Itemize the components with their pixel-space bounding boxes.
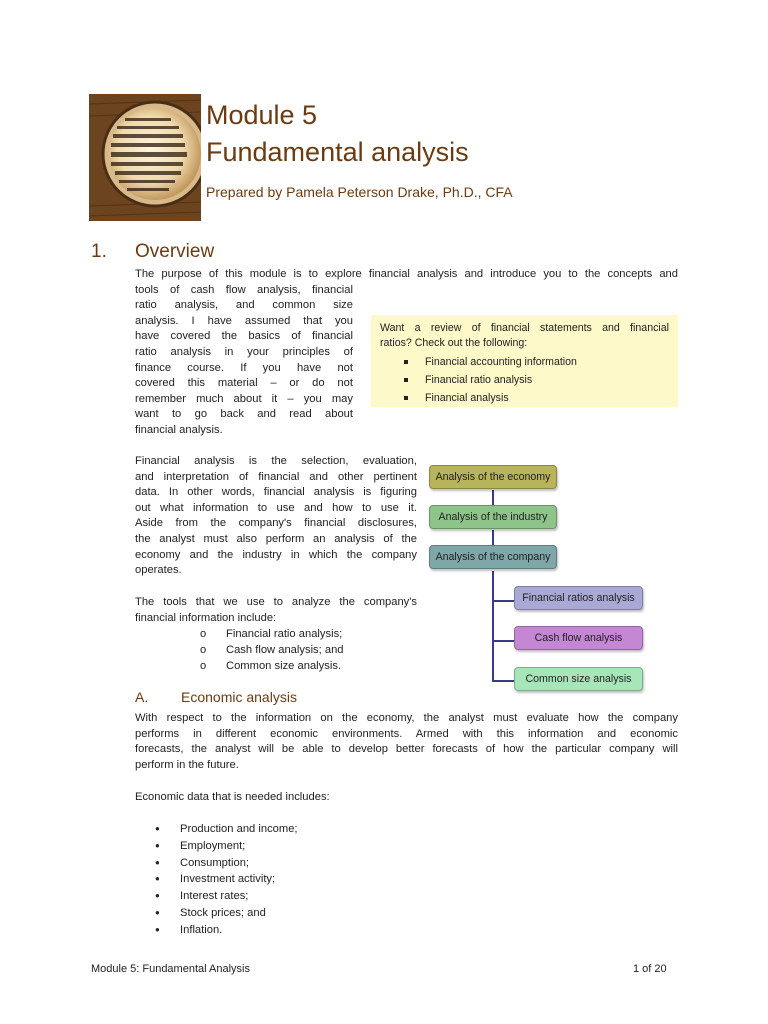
list-item-label: Investment activity; <box>180 873 276 886</box>
list-item <box>155 888 298 905</box>
economic-line: With respect to the information on the economy, the analyst must evaluate how the company <box>135 712 678 724</box>
list-item-label: Employment; <box>180 839 246 852</box>
intro-line: ratio analysis, and common size <box>135 299 353 312</box>
module-subject-title: Fundamental analysis <box>206 137 469 167</box>
list-item <box>155 821 298 838</box>
economic-data-list <box>155 821 298 939</box>
subsection-letter: A. <box>135 689 149 705</box>
list-item <box>155 905 298 922</box>
section-number: 1. <box>91 241 107 262</box>
diagram-box-financial-ratios: Financial ratios analysis <box>514 586 643 610</box>
economic-line: forecasts, the analyst will be able to develop better forecasts of how the particular company will <box>135 743 678 756</box>
intro-paragraph-wrap <box>135 283 353 439</box>
intro-line: covered this material – or do not <box>135 377 353 390</box>
tools-list <box>200 626 344 674</box>
definition-line: Aside from the company's financial disclosures, <box>135 517 417 530</box>
callout-link-label[interactable]: Financial accounting information <box>425 356 577 368</box>
diagram-box-cash-flow: Cash flow analysis <box>514 626 643 650</box>
bullet-icon: ● <box>155 907 160 917</box>
square-bullet-icon <box>404 396 408 400</box>
definition-line: operates. <box>135 564 182 577</box>
callout-text-line: ratios? Check out the following: <box>380 337 528 349</box>
list-item-label: Stock prices; and <box>180 906 266 919</box>
list-item <box>155 922 298 939</box>
intro-line: want to go back and read about <box>135 408 353 421</box>
economic-line: perform in the future. <box>135 758 239 771</box>
tools-line: The tools that we use to analyze the company's <box>135 596 417 608</box>
author-line: Prepared by Pamela Peterson Drake, Ph.D., CFA <box>206 184 513 200</box>
list-item-label: Inflation. <box>180 923 223 936</box>
intro-line: analysis. I have assumed that you <box>135 314 353 327</box>
tools-list-label: Cash flow analysis; and <box>226 644 344 656</box>
bullet-icon: ● <box>155 857 160 867</box>
list-item-label: Production and income; <box>180 823 298 835</box>
callout-link-list <box>380 353 669 407</box>
circle-bullet-icon: o <box>200 644 207 656</box>
intro-line: financial analysis. <box>135 423 223 436</box>
tools-line: financial information include: <box>135 611 277 624</box>
bullet-icon: ● <box>155 824 160 833</box>
definition-line: economy and the industry in which the company <box>135 548 417 561</box>
tools-list-item <box>200 658 344 674</box>
tools-list-label: Common size analysis. <box>226 660 342 672</box>
definition-line: the analyst must also perform an analysis of the <box>135 532 417 545</box>
callout-link-label[interactable]: Financial ratio analysis <box>425 374 533 386</box>
intro-line: tools of cash flow analysis, financial <box>135 283 353 296</box>
intro-line: ratio analysis in your principles of <box>135 345 353 358</box>
tools-paragraph <box>135 595 417 626</box>
intro-first-line: The purpose of this module is to explore financial analysis and introduce you to the concepts and <box>135 268 678 280</box>
diagram-box-company: Analysis of the company <box>429 545 557 569</box>
subsection-title: Economic analysis <box>181 689 297 705</box>
definition-line: and interpretation of financial and other pertinent <box>135 470 417 483</box>
definition-line: Financial analysis is the selection, evaluation, <box>135 455 417 467</box>
diagram-box-industry: Analysis of the industry <box>429 505 557 529</box>
intro-line: remember much about it – you may <box>135 392 353 405</box>
diagram-box-economy: Analysis of the economy <box>429 465 557 489</box>
tools-list-label: Financial ratio analysis; <box>226 628 343 640</box>
header-image <box>89 94 201 221</box>
callout-text-line: Want a review of financial statements and financial <box>380 322 669 334</box>
economic-data-intro <box>135 790 678 806</box>
section-title: Overview <box>135 241 215 262</box>
bullet-icon: ● <box>155 874 160 884</box>
square-bullet-icon <box>404 378 408 382</box>
bullet-icon: ● <box>155 891 160 901</box>
list-item <box>155 855 298 872</box>
callout-link-item[interactable] <box>380 353 669 371</box>
intro-paragraph <box>135 267 678 283</box>
review-callout-box <box>371 315 678 407</box>
diagram-connector <box>492 571 494 681</box>
list-item-label: Consumption; <box>180 856 250 869</box>
diagram-connector <box>492 640 514 642</box>
intro-line: finance course. If you have not <box>135 361 353 374</box>
diagram-connector <box>492 680 514 682</box>
economic-line: performs in different economic environments. Armed with this information and economic <box>135 727 678 740</box>
callout-link-label[interactable]: Financial analysis <box>425 392 509 404</box>
callout-link-item[interactable] <box>380 371 669 389</box>
diagram-box-common-size: Common size analysis <box>514 667 643 691</box>
list-item <box>155 838 298 855</box>
footer-page-number: 1 of 20 <box>633 963 667 975</box>
economic-analysis-paragraph <box>135 711 678 773</box>
callout-link-item[interactable] <box>380 389 669 407</box>
bullet-icon: ● <box>155 840 160 850</box>
module-title: Module 5 <box>206 100 318 130</box>
magnifying-glass-icon <box>89 94 201 221</box>
tools-list-item <box>200 642 344 658</box>
definition-paragraph <box>135 454 417 579</box>
circle-bullet-icon: o <box>200 660 207 672</box>
list-item <box>155 871 298 888</box>
circle-bullet-icon: o <box>200 628 207 640</box>
definition-line: out what information to use and how to use it. <box>135 501 417 514</box>
intro-line: have covered the basics of financial <box>135 330 353 343</box>
economic-data-intro-text: Economic data that is needed includes: <box>135 791 330 803</box>
bullet-icon: ● <box>155 924 160 934</box>
footer-module-name: Module 5: Fundamental Analysis <box>91 963 250 975</box>
list-item-label: Interest rates; <box>180 890 249 903</box>
tools-list-item <box>200 626 344 642</box>
diagram-connector <box>492 600 514 602</box>
definition-line: data. In other words, financial analysis is figuring <box>135 486 417 499</box>
square-bullet-icon <box>404 360 408 364</box>
